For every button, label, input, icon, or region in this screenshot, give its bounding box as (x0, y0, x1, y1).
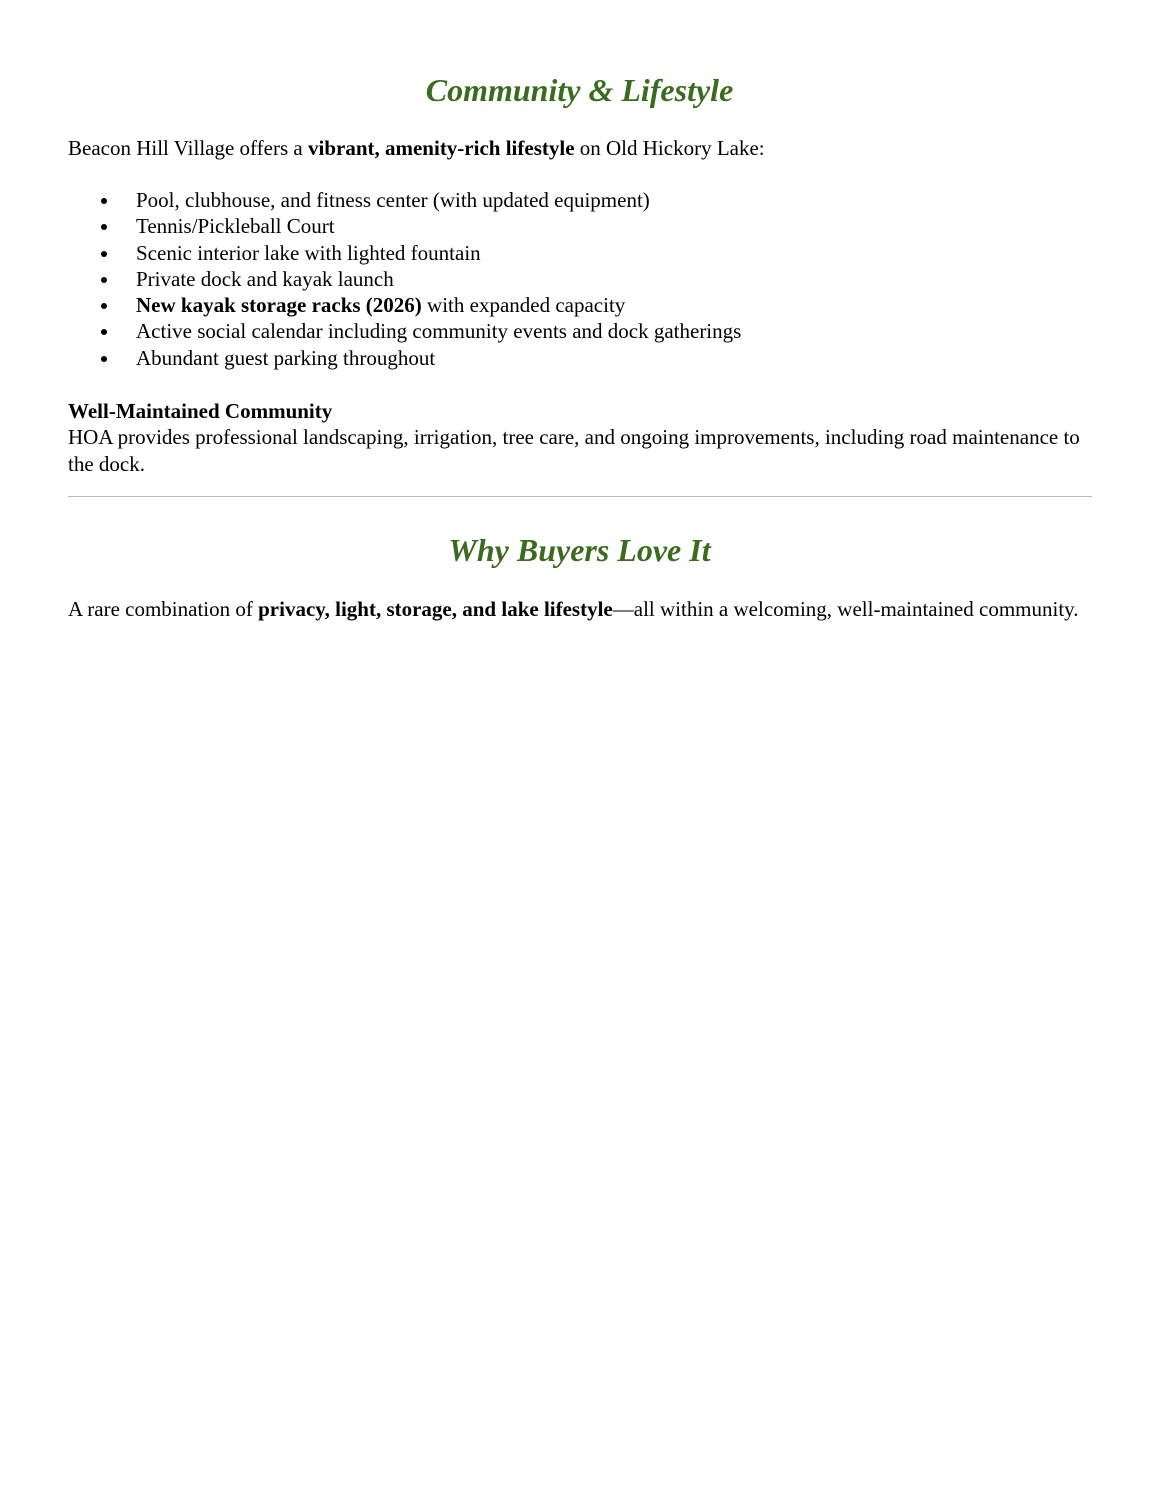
bullet-icon (101, 329, 107, 335)
bullet-icon (101, 198, 107, 204)
intro-text-bold: vibrant, amenity-rich lifestyle (307, 136, 575, 160)
list-item-text: Pool, clubhouse, and fitness center (with updated equipment) (136, 188, 650, 212)
section-divider (68, 496, 1092, 497)
intro-text-start: Beacon Hill Village offers a (68, 136, 308, 160)
list-item-text: Active social calendar including community events and dock gatherings (136, 319, 742, 344)
hoa-paragraph: HOA provides professional landscaping, irrigation, tree care, and ongoing improvements, including road maintenance to the dock. (68, 425, 1080, 476)
intro-paragraph (68, 135, 1093, 162)
amenities-list (68, 187, 1093, 371)
bullet-icon (101, 303, 107, 309)
list-item (68, 345, 1093, 371)
closing-text-bold: privacy, light, storage, and lake lifestyle (258, 597, 613, 621)
list-item (68, 240, 1093, 266)
list-item (68, 292, 1093, 318)
bullet-icon (101, 356, 107, 362)
list-item-text: Abundant guest parking throughout (136, 345, 436, 370)
section-title-community-lifestyle: Community & Lifestyle (425, 72, 734, 108)
closing-text-end: —all within a welcoming, well-maintained community. (612, 597, 1079, 621)
subheading-well-maintained: Well-Maintained Community (68, 399, 333, 423)
bullet-icon (101, 251, 107, 257)
list-item (68, 187, 1093, 213)
closing-paragraph (68, 596, 1093, 623)
bullet-icon (101, 224, 107, 230)
list-item-bold: New kayak storage racks (2026) (136, 293, 422, 318)
section-title-why-buyers-love-it: Why Buyers Love It (448, 532, 711, 568)
intro-text-end: on Old Hickory Lake: (574, 136, 765, 160)
list-item (68, 318, 1093, 344)
list-item (68, 213, 1093, 239)
list-item-text: Scenic interior lake with lighted fountain (136, 240, 481, 265)
list-item-text: with expanded capacity (421, 293, 626, 318)
list-item-text: Private dock and kayak launch (136, 266, 394, 291)
closing-text-start: A rare combination of (68, 597, 259, 621)
list-item-text: Tennis/Pickleball Court (136, 214, 335, 239)
bullet-icon (101, 277, 107, 283)
list-item (68, 266, 1093, 292)
